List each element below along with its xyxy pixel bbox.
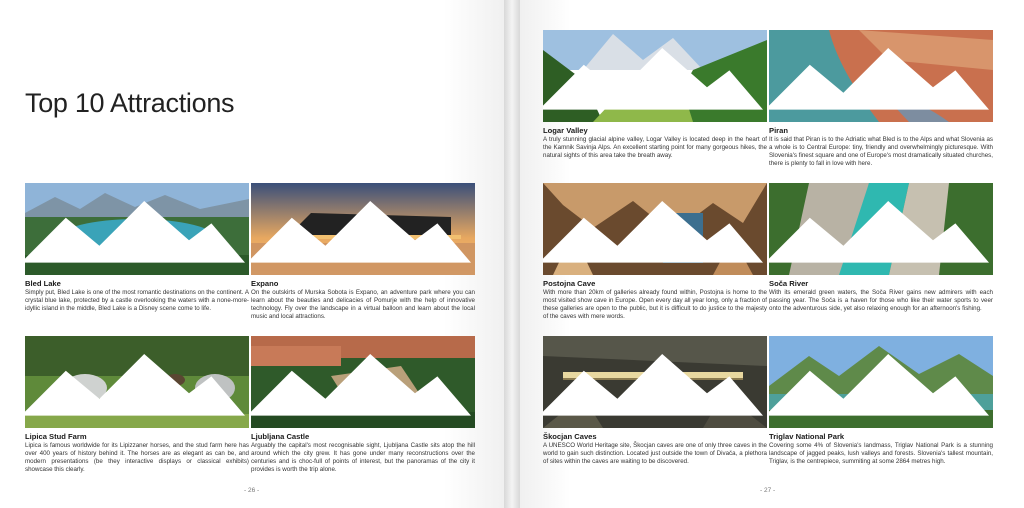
- attraction-card-triglav-national-park: [769, 336, 993, 466]
- postojna-cave-photo: [543, 183, 767, 275]
- attraction-description: Simply put, Bled Lake is one of the most romantic destinations on the continent. A crystal blue lake, protected by a castle overlooking the waters with a none-more-idyllic island in the middle, Bled Lake is a Disney scene come to life.: [25, 289, 249, 312]
- attraction-card-bled-lake: [25, 183, 249, 313]
- attraction-description: On the outskirts of Murska Sobota is Expano, an adventure park where you can learn about the beauties and delicacies of Pomurje with the help of innovative technology. Fly over the landscape in a virtual balloon and learn about the local music and local attractions.: [251, 289, 475, 320]
- lipica-stud-farm-photo: [25, 336, 249, 428]
- attraction-description: Arguably the capital's most recognisable sight, Ljubljana Castle sits atop the hill around which the city grew. It has gone under many reconstructions over the centuries and is choc-full of points of interest, but the panoramas of the city it provides is worth the trip alone.: [251, 442, 475, 473]
- attraction-description: A truly stunning glacial alpine valley, Logar Valley is located deep in the heart of the Kamnik Savinja Alps. An excellent starting point for many gorgeous hikes, the natural sights of this area take the breath away.: [543, 136, 767, 159]
- attraction-card-skocjan-caves: [543, 336, 767, 466]
- attraction-description: Covering some 4% of Slovenia's landmass, Triglav National Park is a stunning landscape of jagged peaks, lush valleys and forests. Slovenia's tallest mountain, Triglav, is the centrepiece, summiting at some 2864 metres high.: [769, 442, 993, 465]
- attraction-name: Expano: [251, 279, 279, 288]
- attraction-name: Postojna Cave: [543, 279, 596, 288]
- page-number-left: - 26 -: [244, 487, 260, 494]
- attraction-card-lipica-stud-farm: [25, 336, 249, 474]
- attraction-description: With more than 20km of galleries already found within, Postojna is home to the most visited show cave in Europe. Open every day all year long, only a fraction of these galleries are open to the public, but it is difficult to do justice to the majesty of the caves with mere words.: [543, 289, 767, 320]
- logar-valley-photo: [543, 30, 767, 122]
- attraction-card-ljubljana-castle: [251, 336, 475, 474]
- attraction-name: Ljubljana Castle: [251, 432, 310, 441]
- attraction-name: Triglav National Park: [769, 432, 845, 441]
- attraction-card-postojna-cave: [543, 183, 767, 321]
- attraction-card-soca-river: [769, 183, 993, 313]
- attraction-name: Logar Valley: [543, 126, 588, 135]
- book-gutter: [504, 0, 520, 508]
- bled-lake-photo: [25, 183, 249, 275]
- attraction-description: It is said that Piran is to the Adriatic what Bled is to the Alps and what Slovenia as a whole is to Central Europe: tiny, friendly and overwhelmingly picturesque. With Slovenia's finest square and one of Europe's most dramatically situated churches, there is plenty to fall in love with here.: [769, 136, 993, 167]
- piran-photo: [769, 30, 993, 122]
- attraction-description: With its emerald green waters, the Soča River gains new admirers with each passing year. The Soča is a haven for those who like their water sports to veer onto the adventurous side, yet also relaxing enough for an afternoon's fishing.: [769, 289, 993, 312]
- attraction-card-logar-valley: [543, 30, 767, 160]
- soca-river-photo: [769, 183, 993, 275]
- triglav-national-park-photo: [769, 336, 993, 428]
- attraction-name: Škocjan Caves: [543, 432, 597, 441]
- attraction-name: Piran: [769, 126, 788, 135]
- ljubljana-castle-photo: [251, 336, 475, 428]
- skocjan-caves-photo: [543, 336, 767, 428]
- attraction-name: Lipica Stud Farm: [25, 432, 87, 441]
- attraction-card-piran: [769, 30, 993, 168]
- expano-photo: [251, 183, 475, 275]
- page-number-right: - 27 -: [760, 487, 776, 494]
- spread-title: Top 10 Attractions: [25, 88, 235, 118]
- attraction-description: Lipica is famous worldwide for its Lipizzaner horses, and the stud farm here has over 400 years of history behind it. The horses are as elegant as can be, and modern presentations (be they interactive displays or classical exhibits) showcase this clearly.: [25, 442, 249, 473]
- attraction-name: Bled Lake: [25, 279, 61, 288]
- attraction-name: Soča River: [769, 279, 809, 288]
- attraction-card-expano: [251, 183, 475, 321]
- attraction-description: A UNESCO World Heritage site, Škocjan caves are one of only three caves in the world to gain such distinction. Located just outside the town of Divača, a plethora of sites within the caves are waiting to be discovered.: [543, 442, 767, 465]
